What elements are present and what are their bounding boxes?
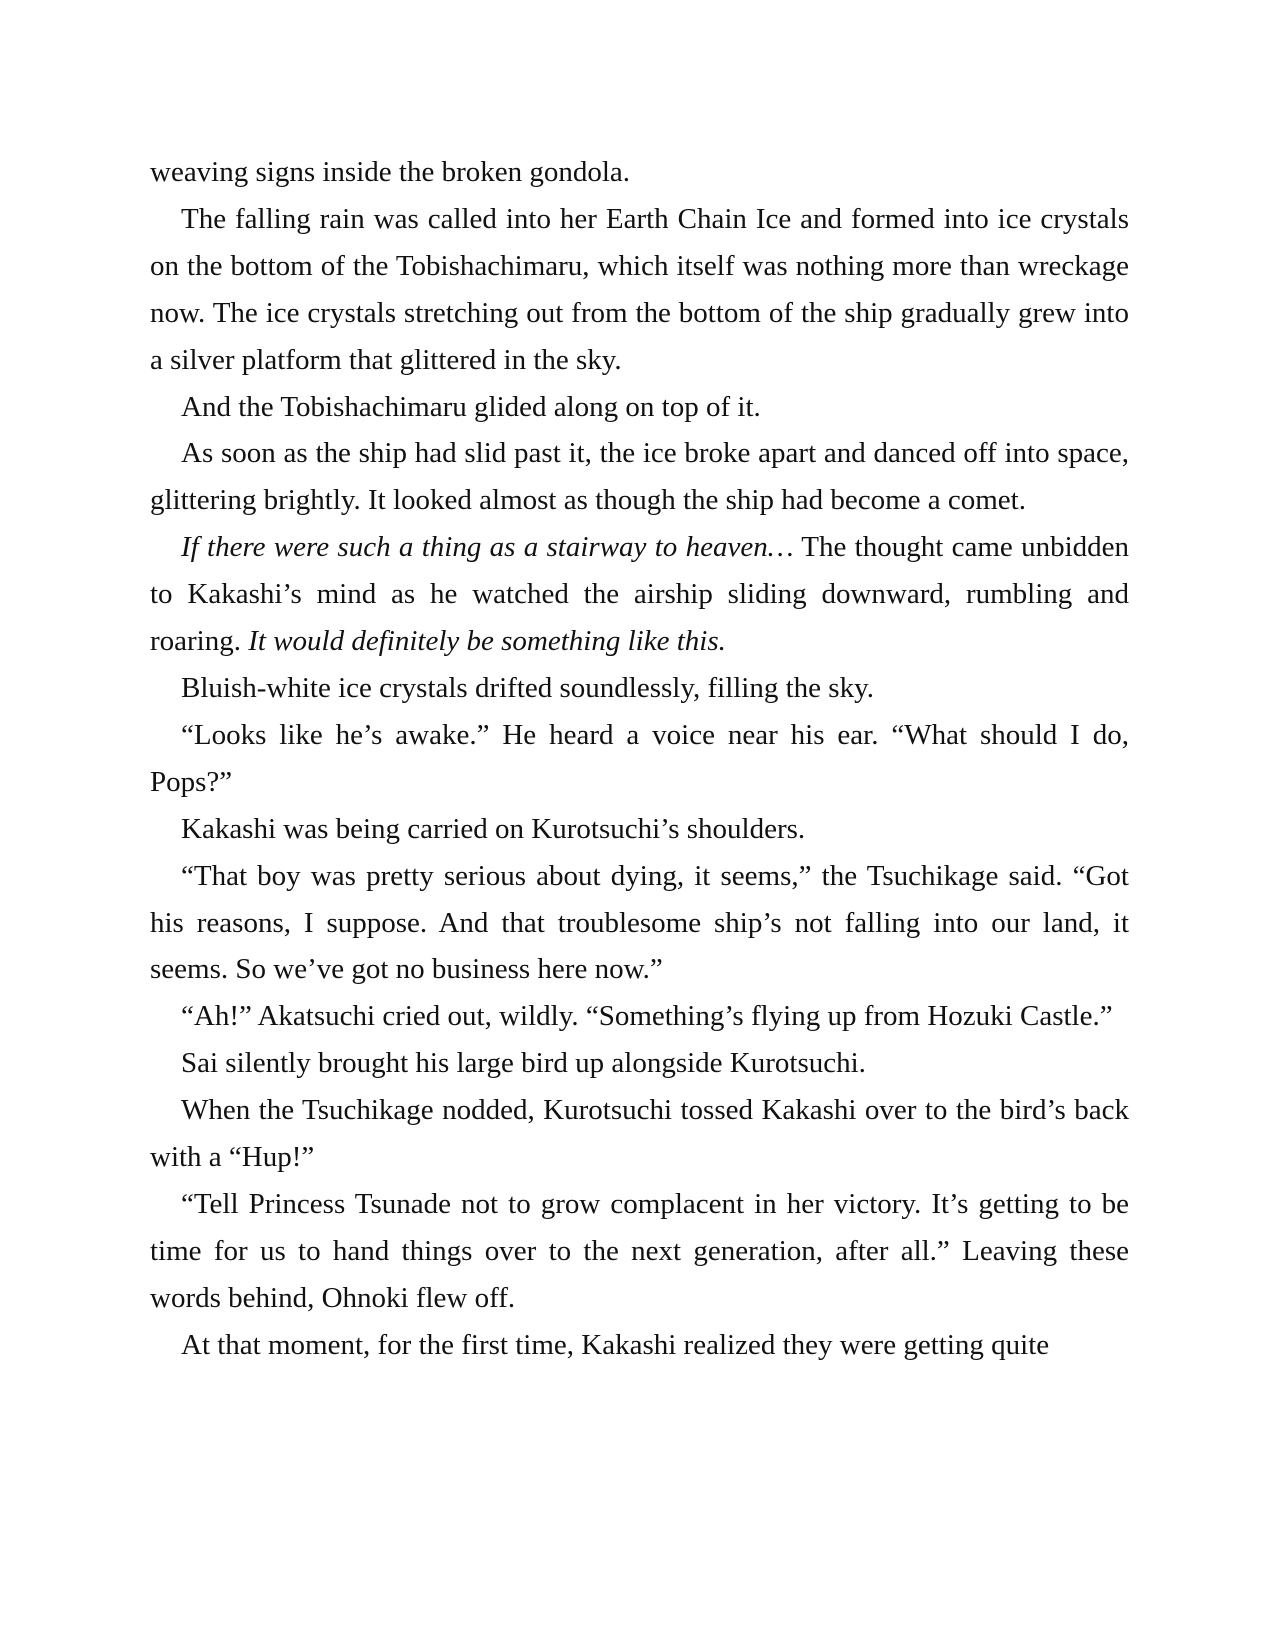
paragraph-text: When the Tsuchikage nodded, Kurotsuchi tossed Kakashi over to the bird’s back with a “Hup!”: [150, 1094, 1129, 1174]
paragraph-text: “That boy was pretty serious about dying, it seems,” the Tsuchikage said. “Got his reasons, I suppose. And that troublesome ship’s not falling into our land, it seems. So we’ve got no business here now.”: [150, 859, 1129, 986]
paragraph-text: The falling rain was called into her Earth Chain Ice and formed into ice crystals on the bottom of the Tobishachimaru, which itself was nothing more than wreckage now. The ice crystals stretching out from the bottom of the ship gradually grew into a silver platform that glittered in the sky.: [150, 202, 1129, 376]
paragraph: [150, 665, 1129, 712]
paragraph-text: And the Tobishachimaru glided along on top of it.: [181, 390, 761, 423]
paragraph-text: “Tell Princess Tsunade not to grow complacent in her victory. It’s getting to be time for us to hand things over to the next generation, after all.” Leaving these words behind, Ohnoki flew off.: [150, 1187, 1129, 1314]
paragraph: [150, 993, 1129, 1040]
italic-text: It would definitely be something like this.: [248, 625, 726, 658]
paragraph-text: Sai silently brought his large bird up alongside Kurotsuchi.: [181, 1047, 866, 1080]
paragraph: [150, 149, 1129, 196]
paragraph-text: “Ah!” Akatsuchi cried out, wildly. “Something’s flying up from Hozuki Castle.”: [181, 1000, 1113, 1033]
paragraph: [150, 384, 1129, 431]
paragraph-text: Kakashi was being carried on Kurotsuchi’s shoulders.: [181, 812, 806, 845]
paragraph: [150, 524, 1129, 665]
paragraph: [150, 712, 1129, 806]
paragraph-text: Bluish-white ice crystals drifted soundlessly, filling the sky.: [181, 671, 874, 704]
paragraph: [150, 806, 1129, 853]
page-body: [150, 149, 1129, 1369]
paragraph: [150, 853, 1129, 994]
paragraph: [150, 196, 1129, 384]
paragraph: [150, 1322, 1129, 1369]
paragraph: [150, 1181, 1129, 1322]
paragraph: [150, 430, 1129, 524]
italic-text: If there were such a thing as a stairway to heaven…: [181, 531, 794, 564]
paragraph: [150, 1087, 1129, 1181]
paragraph-text: weaving signs inside the broken gondola.: [150, 156, 631, 188]
paragraph: [150, 1040, 1129, 1087]
paragraph-text: The thought came unbidden to Kakashi’s mind as he watched the airship sliding downward, rumbling and roaring.: [150, 531, 1130, 658]
paragraph-text: At that moment, for the first time, Kakashi realized they were getting quite: [181, 1328, 1050, 1361]
paragraph-text: As soon as the ship had slid past it, the ice broke apart and danced off into space, glittering brightly. It looked almost as though the ship had become a comet.: [150, 437, 1129, 517]
paragraph-text: “Looks like he’s awake.” He heard a voice near his ear. “What should I do, Pops?”: [150, 718, 1129, 798]
